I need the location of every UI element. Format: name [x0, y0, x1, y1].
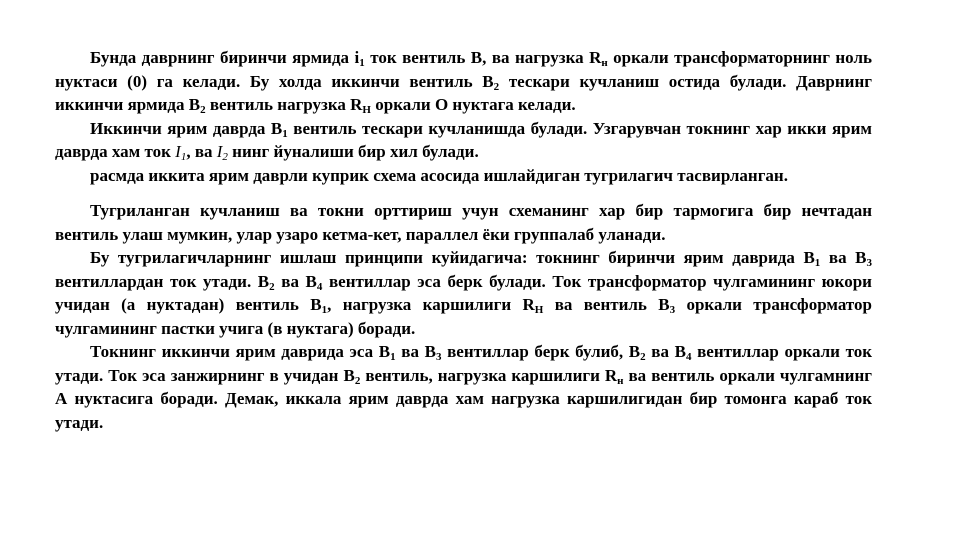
subscript: Н [362, 104, 371, 116]
text-run: ва В [645, 342, 686, 361]
text-run: нинг йуналиши бир хил булади. [227, 142, 479, 161]
text-run: ва вентиль В [543, 295, 670, 314]
subscript: 1 [814, 257, 821, 269]
italic-symbol: I [216, 142, 223, 161]
text-run: расмда иккита ярим даврли куприк схема асосида ишлайдиган тугрилагич тасвирланган. [90, 165, 788, 185]
paragraph-p2 [55, 117, 872, 164]
text-run: тескари кучланиш остида булади. Даврнинг иккинчи ярмида В [55, 71, 872, 114]
text-run: ва В [274, 271, 317, 291]
italic-subscript: 1 [180, 151, 187, 163]
subscript: 2 [354, 374, 361, 387]
text-run: вентиллар эса берк булади. Ток трансформатор чулгамининг юкори учидан (а нуктадан) вентиль В [55, 271, 872, 314]
text-run: вентиль тескари кучланишда булади. Узгарувчан токнинг хар икки ярим даврда хам ток [55, 118, 873, 161]
text-run: оркали трансформаторнинг ноль нуктаси (0) га келади. Бу холда иккинчи вентиль В [55, 48, 872, 91]
subscript: 2 [640, 351, 646, 363]
text-run: ва В [820, 248, 867, 267]
subscript: 1 [359, 57, 365, 69]
subscript: 3 [866, 257, 873, 269]
italic-subscript: 2 [222, 151, 228, 163]
paragraph-p6 [55, 340, 872, 434]
text-run: Бу тугрилагичларнинг ишлаш принципи куйидагича: токнинг биринчи ярим даврида В [90, 248, 815, 267]
text-run: Иккинчи ярим даврда В [90, 118, 283, 138]
text-run: Токнинг иккинчи ярим даврида эса В [90, 342, 391, 361]
paragraph-p1 [55, 46, 872, 117]
text-run: вентиллар оркали ток утади. Ток эса занжирнинг в учидан В [55, 342, 872, 385]
subscript: 2 [269, 280, 275, 293]
italic-symbol: I [175, 142, 181, 161]
text-run: , ва [186, 142, 217, 161]
text-run: вентиль, нагрузка каршилиги R [360, 365, 618, 385]
text-run: Бунда даврнинг биринчи ярмида i [90, 48, 360, 67]
text-run: ва вентиль оркали чулгамнинг А нуктасига боради. Демак, иккала ярим даврда хам нагрузка каршилигидан бир томонга караб ток утади. [55, 365, 872, 432]
subscript: 1 [321, 304, 328, 316]
subscript: 1 [390, 351, 396, 363]
subscript: н [617, 374, 624, 387]
subscript: 2 [200, 104, 206, 116]
text-run: Тугриланган кучланиш ва токни орттириш учун схеманинг хар бир тармогига бир нечтадан вентиль улаш мумкин, улар узаро кетма-кет, параллел ёки группалаб уланади. [55, 201, 872, 244]
subscript: 4 [685, 351, 692, 363]
text-run: оркали О нуктага келади. [370, 95, 576, 114]
subscript: н [601, 57, 608, 69]
text-run: ток вентиль В, ва нагрузка R [364, 48, 602, 67]
paragraph-p3 [55, 164, 872, 188]
subscript: 1 [282, 127, 288, 140]
text-run: , нагрузка каршилиги R [327, 295, 535, 314]
paragraph-p4 [55, 199, 872, 246]
text-run: оркали трансформатор чулгамининг пастки учига (в нуктага) боради. [55, 295, 872, 338]
subscript: 2 [493, 80, 500, 93]
text-run: ва В [395, 342, 436, 361]
subscript: Н [534, 304, 544, 316]
subscript: 3 [435, 351, 442, 363]
subscript: 4 [316, 280, 323, 293]
text-run: вентиллар берк булиб, В [441, 342, 641, 361]
text-run: вентиллардан ток утади. В [55, 271, 270, 291]
subscript: 3 [669, 304, 676, 316]
paragraph-p5 [55, 246, 872, 340]
text-run: вентиль нагрузка R [205, 95, 363, 114]
